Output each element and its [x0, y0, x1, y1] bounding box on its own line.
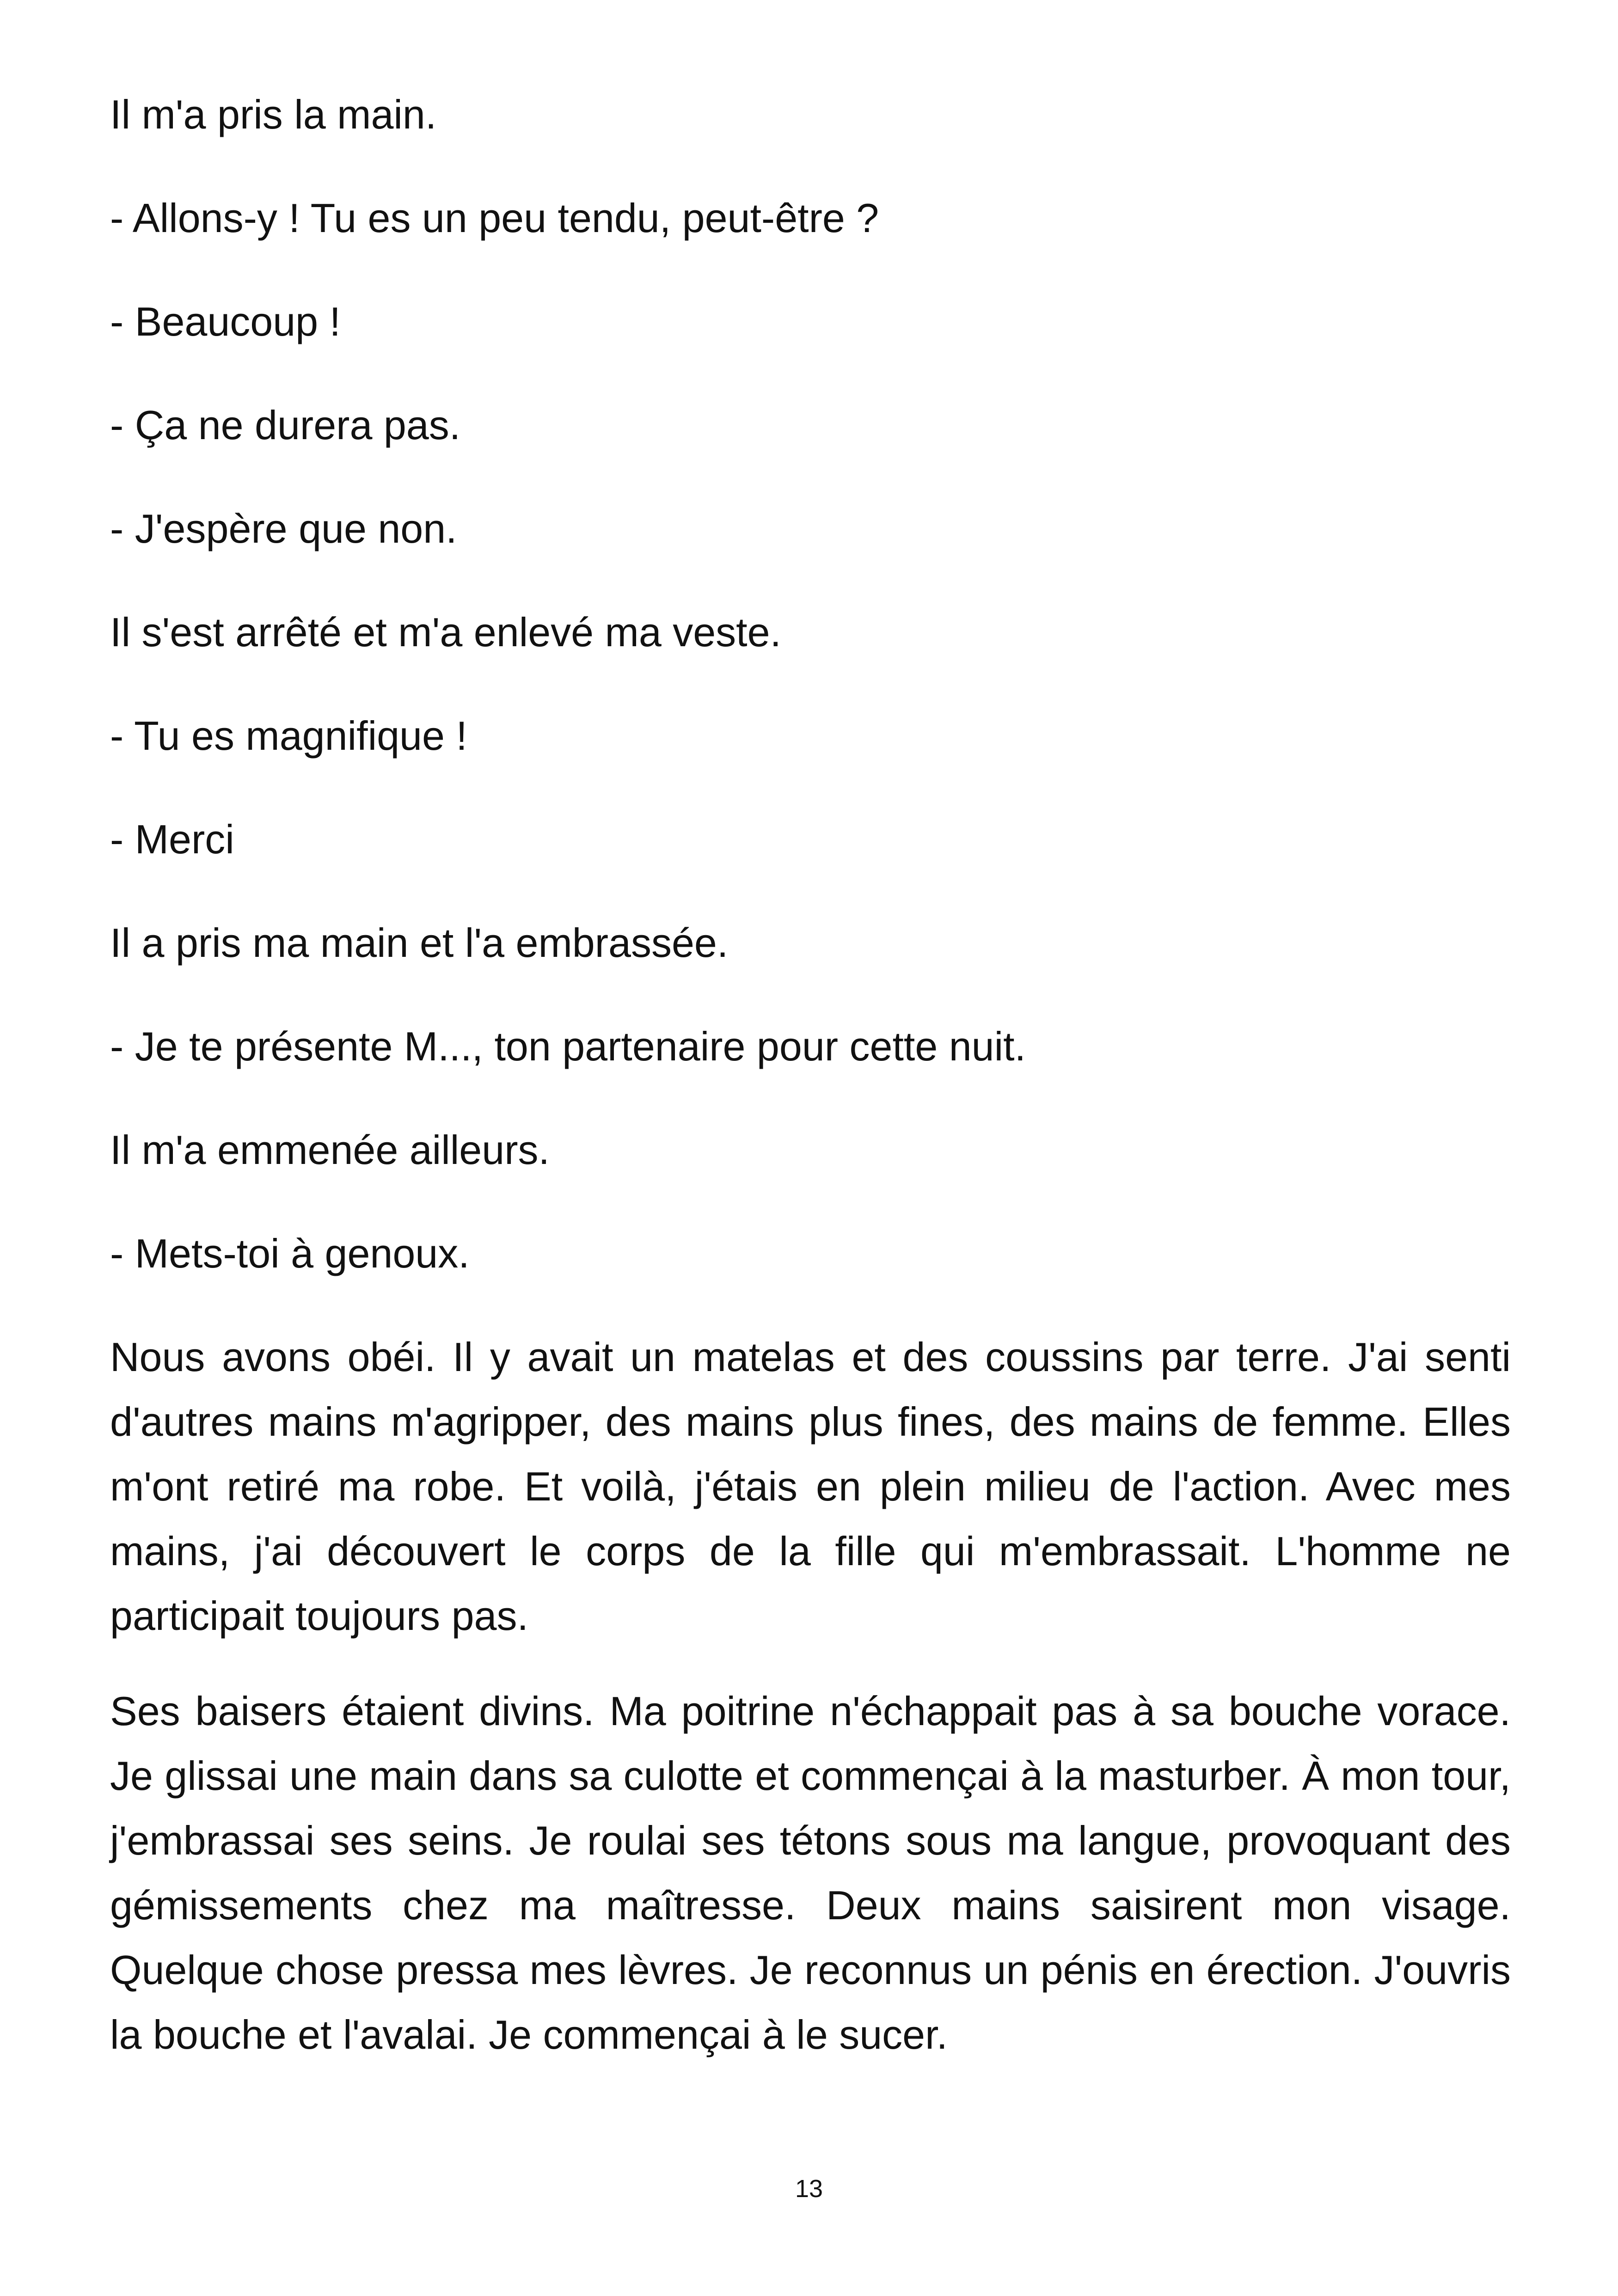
paragraph: Il a pris ma main et l'a embrassée. — [110, 920, 729, 966]
paragraph: Il s'est arrêté et m'a enlevé ma veste. — [110, 609, 781, 655]
paragraph: - Ça ne durera pas. — [110, 402, 461, 448]
paragraph: - Tu es magnifique ! — [110, 713, 467, 759]
paragraph: Nous avons obéi. Il y avait un matelas et des coussins par terre. J'ai senti d'autres mains m'agripper, des mains plus fines, des mains de femme. Elles m'ont retiré ma robe. Et voilà, j'étais en plein milieu de l'action. Avec mes mains, j'ai découvert le corps de la fille qui m'embrassait. L'homme ne participait toujours pas. — [110, 1334, 1511, 1639]
paragraph: - Je te présente M..., ton partenaire pour cette nuit. — [110, 1023, 1026, 1069]
paragraph: - Beaucoup ! — [110, 299, 341, 344]
paragraph: Il m'a emmenée ailleurs. — [110, 1127, 550, 1173]
paragraph: - Merci — [110, 816, 234, 862]
paragraph: - Mets-toi à genoux. — [110, 1231, 470, 1276]
paragraph: Ses baisers étaient divins. Ma poitrine n'échappait pas à sa bouche vorace. Je glissai une main dans sa culotte et commençai à la masturber. À mon tour, j'embrassai ses seins. Je roulai ses tétons sous ma langue, provoquant des gémissements chez ma maîtresse. Deux mains saisirent mon visage. Quelque chose pressa mes lèvres. Je reconnus un pénis en érection. J'ouvris la bouche et l'avalai. Je commençai à le sucer. — [110, 1688, 1511, 2057]
body-text — [110, 82, 1511, 2098]
paragraph: - J'espère que non. — [110, 506, 457, 551]
page-number: 13 — [795, 2175, 823, 2203]
paragraph: - Allons-y ! Tu es un peu tendu, peut-être ? — [110, 195, 879, 241]
paragraph: Il m'a pris la main. — [110, 92, 437, 137]
